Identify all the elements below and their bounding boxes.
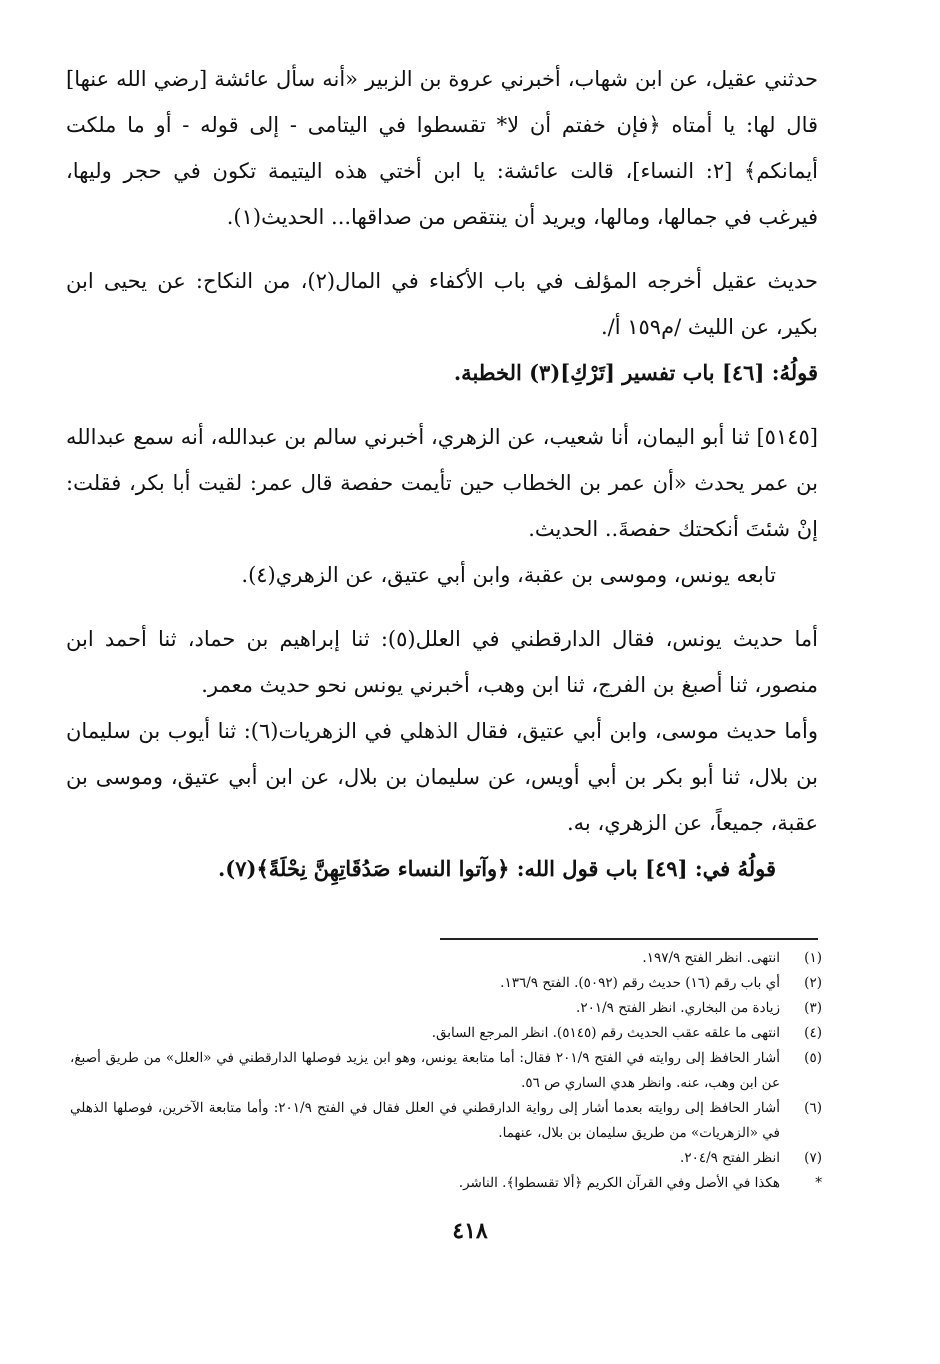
footnote-text: انتهى. انظر الفتح ١٩٧/٩.	[642, 950, 780, 966]
footnote-number: *	[815, 1175, 822, 1191]
paragraph-yunus: أما حديث يونس، فقال الدارقطني في العلل(٥): ثنا إبراهيم بن حماد، ثنا أحمد ابن منصور، ثنا أصبغ بن الفرج، ثنا ابن وهب، أخبرني يونس نحو حديث معمر.	[66, 627, 819, 697]
footnote-number: (٥)	[804, 1050, 822, 1066]
footnote-text: أشار الحافظ إلى روايته في الفتح ٢٠١/٩ فقال: أما متابعة يونس، وهو ابن يزيد فوصلها الدارقطني في «العلل» من طريق أصبغ، عن ابن وهب، عنه. وانظر هدي الساري ص ٥٦.	[70, 1050, 780, 1091]
paragraph-gap	[66, 240, 818, 258]
footnotes	[70, 946, 822, 1196]
footnote-number: (٢)	[804, 975, 822, 991]
footnote-item	[70, 1021, 822, 1046]
footnote-number: (٦)	[804, 1100, 822, 1116]
paragraph-tabaahu: تابعه يونس، وموسى بن عقبة، وابن أبي عتيق، عن الزهري(٤).	[241, 563, 776, 587]
paragraph-aqil-hadith: حدثني عقيل، عن ابن شهاب، أخبرني عروة بن الزبير «أنه سأل عائشة [رضي الله عنها] قال لها: يا أمتاه ﴿فإن خفتم أن لا* تقسطوا في اليتامى - إلى قوله - أو ما ملكت أيمانكم﴾ [٢: النساء]، قالت عائشة: يا ابن أختي هذه اليتيمة تكون في حجر وليها، فيرغب في جمالها، ومالها، ويريد أن ينتقص من صداقها... الحديث(١).	[66, 67, 819, 229]
footnote-item	[70, 971, 822, 996]
footnote-number: (٧)	[804, 1150, 822, 1166]
footnote-item	[70, 946, 822, 971]
footnote-item	[70, 1046, 822, 1096]
paragraph-musa: وأما حديث موسى، وابن أبي عتيق، فقال الذهلي في الزهريات(٦): ثنا أيوب بن سليمان بن بلال، ثنا أبو بكر بن أبي أويس، عن سليمان بن بلال، عن ابن أبي عتيق، وموسى بن عقبة، جميعاً، عن الزهري، به.	[66, 719, 818, 835]
paragraph-gap	[66, 396, 818, 414]
footnote-number: (١)	[804, 950, 822, 966]
paragraph-aqil-source: حديث عقيل أخرجه المؤلف في باب الأكفاء في المال(٢)، من النكاح: عن يحيى ابن بكير، عن الليث /م١٥٩ أ/.	[66, 269, 818, 339]
footnote-number: (٤)	[804, 1025, 822, 1041]
footnote-item	[70, 996, 822, 1021]
footnote-number: (٣)	[804, 1000, 822, 1016]
footnote-text: أي باب رقم (١٦) حديث رقم (٥٠٩٢). الفتح ١٣٦/٩.	[500, 975, 780, 991]
footnote-item	[70, 1146, 822, 1171]
footnote-divider	[440, 938, 818, 940]
main-text	[66, 56, 818, 892]
paragraph-gap	[66, 598, 818, 616]
chapter-heading-46: قولُهُ: [٤٦] باب تفسير [تَرْكِ](٣) الخطبة.	[453, 360, 818, 385]
footnote-text: انظر الفتح ٢٠٤/٩.	[680, 1150, 780, 1166]
footnote-text: انتهى ما علقه عقب الحديث رقم (٥١٤٥). انظر المرجع السابق.	[431, 1025, 780, 1041]
footnote-item	[70, 1171, 822, 1196]
page-number: ٤١٨	[452, 1218, 488, 1244]
footnote-text: أشار الحافظ إلى روايته بعدما أشار إلى رواية الدارقطني في العلل فقال في الفتح ٢٠١/٩: وأما متابعة الآخرين، فوصلها الذهلي في «الزهريات» من طريق سليمان بن بلال، عنهما.	[70, 1100, 780, 1141]
footnote-text: زيادة من البخاري. انظر الفتح ٢٠١/٩.	[576, 1000, 780, 1016]
chapter-heading-49: قولُهُ في: [٤٩] باب قول الله: ﴿وآتوا النساء صَدُقَاتِهِنَّ نِحْلَةً﴾(٧).	[217, 856, 776, 881]
paragraph-hadith-5145: [٥١٤٥] ثنا أبو اليمان، أنا شعيب، عن الزهري، أخبرني سالم بن عبدالله، أنه سمع عبدالله بن عمر يحدث «أن عمر بن الخطاب حين تأيمت حفصة قال عمر: لقيت أبا بكر، فقلت: إنْ شئتَ أنكحتك حفصةَ.. الحديث.	[66, 425, 818, 541]
footnote-text: هكذا في الأصل وفي القرآن الكريم ﴿ألا تقسطوا﴾. الناشر.	[458, 1175, 780, 1191]
footnote-item	[70, 1096, 822, 1146]
